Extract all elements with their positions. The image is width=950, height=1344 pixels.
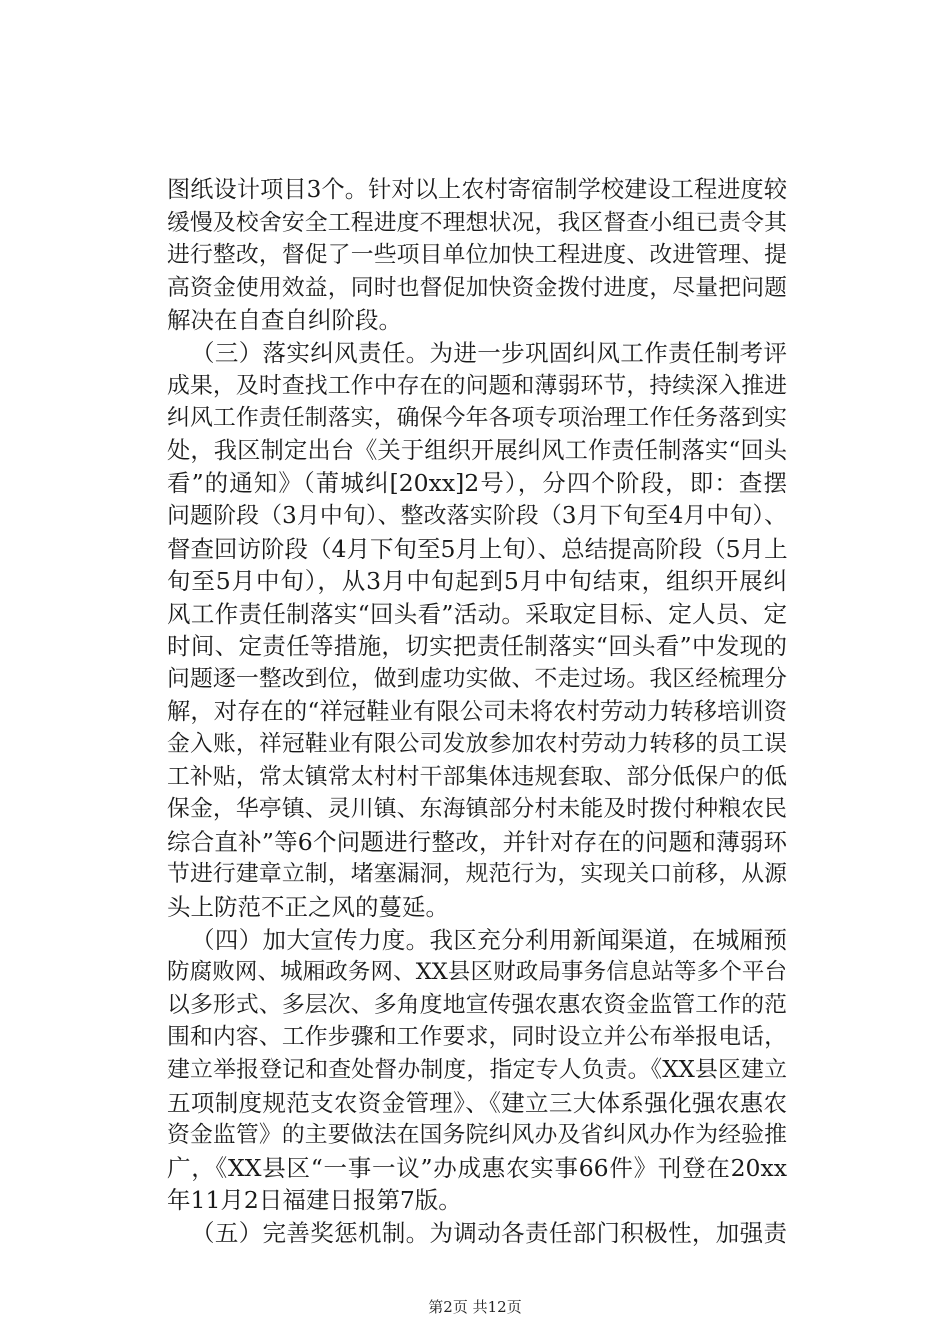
text-line: 工补贴，常太镇常太村村干部集体违规套取、部分低保户的低 — [167, 763, 787, 790]
paragraph-first-line: （四）加大宣传力度。我区充分利用新闻渠道，在城厢预 — [191, 925, 787, 954]
text-line: 建立举报登记和查处督办制度，指定专人负责。《XX县区建立 — [167, 1057, 787, 1084]
text-line: 时间、定责任等措施，切实把责任制落实“回头看”中发现的 — [167, 632, 787, 661]
text-line: 成果，及时查找工作中存在的问题和薄弱环节，持续深入推进 — [167, 372, 787, 399]
text-line: 以多形式、多层次、多角度地宣传强农惠农资金监管工作的范 — [167, 991, 787, 1018]
text-line: 看”的通知》（莆城纠[20xx]2号），分四个阶段，即：查摆 — [167, 469, 787, 498]
text-line: 金入账，祥冠鞋业有限公司发放参加农村劳动力转移的员工误 — [167, 731, 787, 758]
text-line: 年11月2日福建日报第7版。 — [167, 1186, 462, 1215]
text-line: 五项制度规范支农资金管理》、《建立三大体系强化强农惠农 — [167, 1088, 787, 1117]
paragraph-first-line: （五）完善奖惩机制。为调动各责任部门积极性，加强责 — [191, 1219, 787, 1247]
text-line: 缓慢及校舍安全工程进度不理想状况，我区督查小组已责令其 — [167, 209, 787, 236]
text-line: 督查回访阶段（4月下旬至5月上旬）、总结提高阶段（5月上 — [167, 534, 788, 563]
text-line: 处，我区制定出台《关于组织开展纠风工作责任制落实“回头 — [167, 436, 787, 464]
text-line: 高资金使用效益，同时也督促加快资金拨付进度，尽量把问题 — [167, 274, 787, 301]
text-line: 广，《XX县区“一事一议”办成惠农实事66件》刊登在20xx — [167, 1153, 787, 1182]
text-line: 防腐败网、城厢政务网、XX县区财政局事务信息站等多个平台 — [167, 959, 787, 986]
text-line: 综合直补”等6个问题进行整改，并针对存在的问题和薄弱环 — [167, 827, 787, 856]
text-line: 资金监管》的主要做法在国务院纠风办及省纠风办作为经验推 — [167, 1122, 787, 1149]
text-line: 风工作责任制落实“回头看”活动。采取定目标、定人员、定 — [167, 599, 787, 628]
text-line: 问题逐一整改到位，做到虚功实做、不走过场。我区经梳理分 — [167, 665, 787, 692]
page-number: 第2页 共12页 — [428, 1298, 522, 1316]
text-line: 旬至5月中旬），从3月中旬起到5月中旬结束，组织开展纠 — [167, 567, 787, 596]
text-line: 图纸设计项目3个。针对以上农村寄宿制学校建设工程进度较 — [167, 177, 787, 203]
text-line: 节进行建章立制，堵塞漏洞，规范行为，实现关口前移，从源 — [167, 861, 787, 888]
text-line: 头上防范不正之风的蔓延。 — [167, 893, 449, 922]
page-footer — [0, 1297, 950, 1317]
body-text — [167, 174, 787, 1250]
text-line: 解决在自查自纠阶段。 — [167, 306, 402, 335]
text-line: 保金，华亭镇、灵川镇、东海镇部分村未能及时拨付种粮农民 — [167, 796, 787, 823]
paragraph-first-line: （三）落实纠风责任。为进一步巩固纠风工作责任制考评 — [191, 338, 787, 367]
text-line: 问题阶段（3月中旬）、整改落实阶段（3月下旬至4月中旬）、 — [167, 502, 787, 529]
text-line: 进行整改，督促了一些项目单位加快工程进度、改进管理、提 — [167, 242, 787, 269]
text-line: 纠风工作责任制落实，确保今年各项专项治理工作任务落到实 — [167, 405, 787, 432]
text-line: 解，对存在的“祥冠鞋业有限公司未将农村劳动力转移培训资 — [167, 697, 787, 725]
text-line: 围和内容、工作步骤和工作要求，同时设立并公布举报电话， — [167, 1024, 787, 1051]
